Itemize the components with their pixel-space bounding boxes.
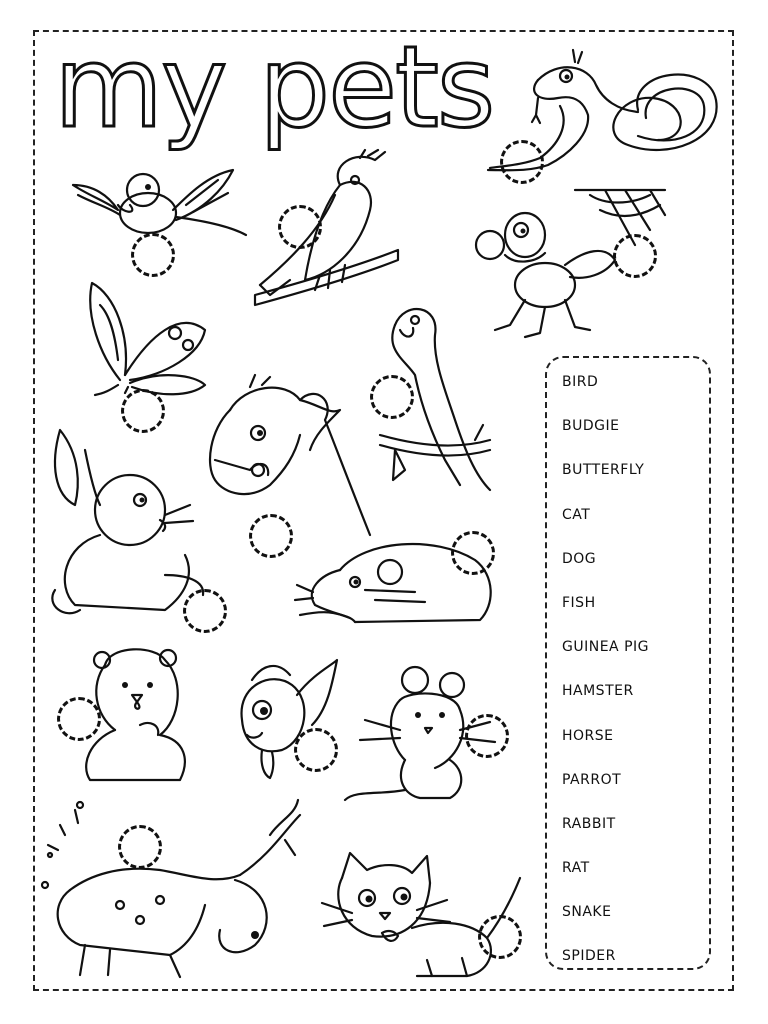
word-horse: HORSE [562, 727, 614, 744]
answer-circle-snake[interactable] [500, 140, 544, 184]
dog-icon [40, 795, 305, 980]
answer-circle-spider[interactable] [613, 234, 657, 278]
answer-circle-bird[interactable] [131, 233, 175, 277]
answer-circle-parrot[interactable] [370, 375, 414, 419]
word-spider: SPIDER [562, 948, 616, 965]
title-text: my pets [54, 28, 494, 153]
answer-circle-rat[interactable] [451, 531, 495, 575]
word-butterfly: BUTTERFLY [562, 462, 645, 479]
word-snake: SNAKE [562, 904, 612, 921]
word-bird: BIRD [562, 374, 599, 390]
word-list [562, 372, 649, 991]
answer-circle-hamster[interactable] [465, 714, 509, 758]
butterfly-icon [80, 275, 210, 400]
horse-icon [200, 375, 375, 540]
worksheet-title [50, 28, 530, 168]
word-guinea-pig: GUINEA PIG [562, 639, 649, 656]
answer-circle-dog[interactable] [118, 825, 162, 869]
answer-circle-guinea-pig[interactable] [57, 697, 101, 741]
rabbit-icon [45, 425, 210, 620]
answer-circle-fish[interactable] [294, 728, 338, 772]
answer-circle-horse[interactable] [249, 514, 293, 558]
word-dog: DOG [562, 550, 597, 567]
word-parrot: PARROT [562, 771, 622, 788]
word-hamster: HAMSTER [562, 683, 634, 700]
word-bank [545, 356, 711, 970]
word-rat: RAT [562, 860, 590, 877]
word-budgie: BUDGIE [562, 418, 620, 435]
word-rabbit: RABBIT [562, 815, 616, 832]
answer-circle-cat[interactable] [478, 915, 522, 959]
answer-circle-budgie[interactable] [278, 205, 322, 249]
answer-circle-rabbit[interactable] [183, 589, 227, 633]
word-cat: CAT [562, 506, 591, 523]
word-fish: FISH [562, 594, 596, 611]
